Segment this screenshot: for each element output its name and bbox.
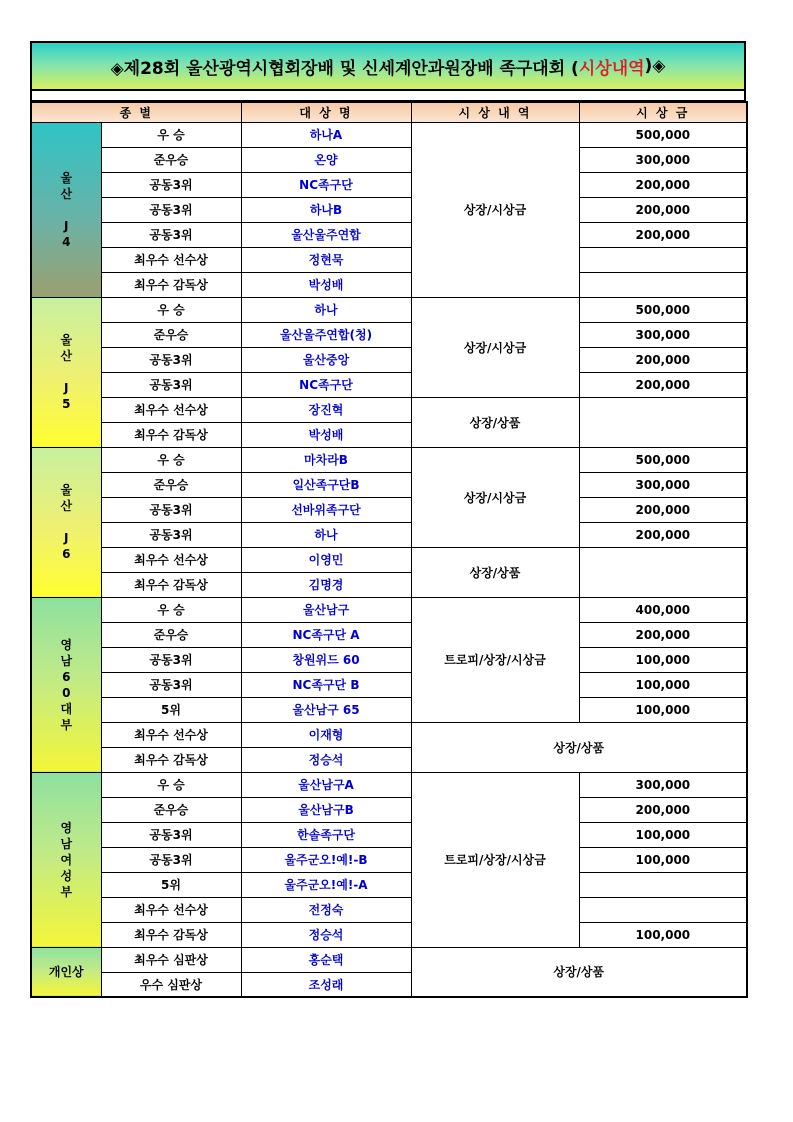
recipient-cell: 울산울주연합: [241, 222, 411, 247]
award-type-cell: 우 승: [101, 122, 241, 147]
header-prize: 시 상 금: [579, 102, 747, 122]
recipient-cell: 이영민: [241, 547, 411, 572]
table-row: [31, 447, 747, 472]
title-suffix: )◈: [644, 56, 666, 76]
table-row: [31, 722, 747, 747]
table-row: [31, 372, 747, 397]
award-content-cell: 상장/상품: [411, 547, 579, 597]
award-type-cell: 공동3위: [101, 172, 241, 197]
award-type-cell: 공동3위: [101, 647, 241, 672]
recipient-cell: 정승석: [241, 922, 411, 947]
prize-amount-cell: 100,000: [579, 672, 747, 697]
table-row: [31, 497, 747, 522]
award-table: [30, 101, 748, 998]
recipient-cell: 홍순택: [241, 947, 411, 972]
award-type-cell: 최우수 감독상: [101, 272, 241, 297]
table-row: [31, 347, 747, 372]
prize-amount-cell: 500,000: [579, 122, 747, 147]
table-row: [31, 847, 747, 872]
award-type-cell: 최우수 감독상: [101, 747, 241, 772]
award-content-cell: 트로피/상장/시상금: [411, 597, 579, 722]
table-row: [31, 647, 747, 672]
recipient-cell: 울산남구B: [241, 797, 411, 822]
table-row: [31, 697, 747, 722]
table-row: [31, 322, 747, 347]
award-type-cell: 최우수 선수상: [101, 547, 241, 572]
recipient-cell: 하나: [241, 522, 411, 547]
award-type-cell: 최우수 감독상: [101, 922, 241, 947]
recipient-cell: 온양: [241, 147, 411, 172]
recipient-cell: NC족구단: [241, 172, 411, 197]
award-type-cell: 최우수 감독상: [101, 572, 241, 597]
table-row: [31, 222, 747, 247]
prize-amount-cell: 200,000: [579, 497, 747, 522]
award-type-cell: 준우승: [101, 147, 241, 172]
recipient-cell: 조성래: [241, 972, 411, 997]
award-type-cell: 공동3위: [101, 372, 241, 397]
award-type-cell: 공동3위: [101, 822, 241, 847]
prize-amount-cell: 200,000: [579, 797, 747, 822]
table-row: [31, 622, 747, 647]
award-content-cell: 상장/상품: [411, 722, 747, 772]
table-row: [31, 297, 747, 322]
prize-amount-cell: 200,000: [579, 347, 747, 372]
prize-amount-cell: 300,000: [579, 322, 747, 347]
recipient-cell: NC족구단: [241, 372, 411, 397]
award-type-cell: 공동3위: [101, 347, 241, 372]
prize-amount-cell: [579, 397, 747, 447]
prize-amount-cell: [579, 897, 747, 922]
table-row: [31, 122, 747, 147]
award-type-cell: 공동3위: [101, 222, 241, 247]
award-table-body: [31, 122, 747, 997]
award-type-cell: 5위: [101, 697, 241, 722]
recipient-cell: 하나B: [241, 197, 411, 222]
prize-amount-cell: 200,000: [579, 172, 747, 197]
award-type-cell: 공동3위: [101, 672, 241, 697]
recipient-cell: 박성배: [241, 422, 411, 447]
award-content-cell: 상장/상품: [411, 947, 747, 997]
table-row: [31, 672, 747, 697]
award-type-cell: 최우수 선수상: [101, 722, 241, 747]
header-row: [31, 102, 747, 122]
prize-amount-cell: 500,000: [579, 447, 747, 472]
recipient-cell: 정승석: [241, 747, 411, 772]
prize-amount-cell: 200,000: [579, 222, 747, 247]
recipient-cell: 김명경: [241, 572, 411, 597]
recipient-cell: 울산남구: [241, 597, 411, 622]
award-sheet: [30, 41, 746, 998]
award-type-cell: 최우수 선수상: [101, 397, 241, 422]
award-type-cell: 최우수 선수상: [101, 897, 241, 922]
table-row: [31, 247, 747, 272]
award-content-cell: 상장/시상금: [411, 297, 579, 397]
prize-amount-cell: 100,000: [579, 697, 747, 722]
prize-amount-cell: 200,000: [579, 197, 747, 222]
table-row: [31, 172, 747, 197]
prize-amount-cell: 300,000: [579, 472, 747, 497]
award-type-cell: 준우승: [101, 322, 241, 347]
recipient-cell: 박성배: [241, 272, 411, 297]
award-type-cell: 준우승: [101, 472, 241, 497]
table-row: [31, 597, 747, 622]
prize-amount-cell: 100,000: [579, 922, 747, 947]
award-content-cell: 상장/시상금: [411, 447, 579, 547]
award-content-cell: 상장/시상금: [411, 122, 579, 297]
prize-amount-cell: 400,000: [579, 597, 747, 622]
recipient-cell: NC족구단 B: [241, 672, 411, 697]
award-type-cell: 최우수 감독상: [101, 422, 241, 447]
recipient-cell: 울산남구A: [241, 772, 411, 797]
prize-amount-cell: 200,000: [579, 622, 747, 647]
category-cell: 영 남 6 0 대 부: [31, 597, 101, 772]
recipient-cell: 하나A: [241, 122, 411, 147]
table-row: [31, 772, 747, 797]
award-type-cell: 우 승: [101, 447, 241, 472]
category-cell: 울 산 J 6: [31, 447, 101, 597]
recipient-cell: 정현묵: [241, 247, 411, 272]
category-cell: 영 남 여 성 부: [31, 772, 101, 947]
recipient-cell: 전정숙: [241, 897, 411, 922]
category-cell: 울 산 J 5: [31, 297, 101, 447]
award-type-cell: 공동3위: [101, 197, 241, 222]
category-cell: 울 산 J 4: [31, 122, 101, 297]
prize-amount-cell: 200,000: [579, 522, 747, 547]
award-type-cell: 최우수 심판상: [101, 947, 241, 972]
prize-amount-cell: 200,000: [579, 372, 747, 397]
table-row: [31, 397, 747, 422]
award-type-cell: 공동3위: [101, 847, 241, 872]
spacer-row: [30, 91, 746, 101]
prize-amount-cell: 100,000: [579, 847, 747, 872]
prize-amount-cell: [579, 547, 747, 597]
recipient-cell: 울산울주연합(청): [241, 322, 411, 347]
table-row: [31, 547, 747, 572]
header-award: 시 상 내 역: [411, 102, 579, 122]
prize-amount-cell: [579, 272, 747, 297]
table-row: [31, 472, 747, 497]
title-bar: [30, 41, 746, 91]
prize-amount-cell: [579, 872, 747, 897]
table-row: [31, 947, 747, 972]
header-recipient: 대 상 명: [241, 102, 411, 122]
recipient-cell: 창원위드 60: [241, 647, 411, 672]
award-type-cell: 우 승: [101, 297, 241, 322]
table-row: [31, 897, 747, 922]
table-row: [31, 272, 747, 297]
recipient-cell: 선바위족구단: [241, 497, 411, 522]
prize-amount-cell: [579, 247, 747, 272]
table-row: [31, 872, 747, 897]
table-row: [31, 147, 747, 172]
recipient-cell: 한솔족구단: [241, 822, 411, 847]
award-content-cell: 트로피/상장/시상금: [411, 772, 579, 947]
table-row: [31, 522, 747, 547]
prize-amount-cell: 100,000: [579, 822, 747, 847]
category-cell: 개인상: [31, 947, 101, 997]
award-type-cell: 준우승: [101, 797, 241, 822]
recipient-cell: 울산중앙: [241, 347, 411, 372]
prize-amount-cell: 500,000: [579, 297, 747, 322]
header-category: 종 별: [31, 102, 241, 122]
prize-amount-cell: 300,000: [579, 772, 747, 797]
table-row: [31, 922, 747, 947]
recipient-cell: 하나: [241, 297, 411, 322]
recipient-cell: NC족구단 A: [241, 622, 411, 647]
award-content-cell: 상장/상품: [411, 397, 579, 447]
award-type-cell: 준우승: [101, 622, 241, 647]
table-row: [31, 822, 747, 847]
award-type-cell: 공동3위: [101, 522, 241, 547]
table-row: [31, 797, 747, 822]
prize-amount-cell: 300,000: [579, 147, 747, 172]
award-type-cell: 우 승: [101, 772, 241, 797]
award-type-cell: 최우수 선수상: [101, 247, 241, 272]
title-accent: 시상내역: [578, 58, 645, 79]
recipient-cell: 이재형: [241, 722, 411, 747]
recipient-cell: 장진혁: [241, 397, 411, 422]
award-type-cell: 우 승: [101, 597, 241, 622]
award-type-cell: 공동3위: [101, 497, 241, 522]
recipient-cell: 울산남구 65: [241, 697, 411, 722]
recipient-cell: 마차라B: [241, 447, 411, 472]
prize-amount-cell: 100,000: [579, 647, 747, 672]
recipient-cell: 울주군오!예!-A: [241, 872, 411, 897]
award-type-cell: 우수 심판상: [101, 972, 241, 997]
recipient-cell: 일산족구단B: [241, 472, 411, 497]
table-row: [31, 197, 747, 222]
award-type-cell: 5위: [101, 872, 241, 897]
recipient-cell: 울주군오!예!-B: [241, 847, 411, 872]
title-prefix: ◈제28회 울산광역시협회장배 및 신세계안과원장배 족구대회 (: [110, 58, 579, 79]
